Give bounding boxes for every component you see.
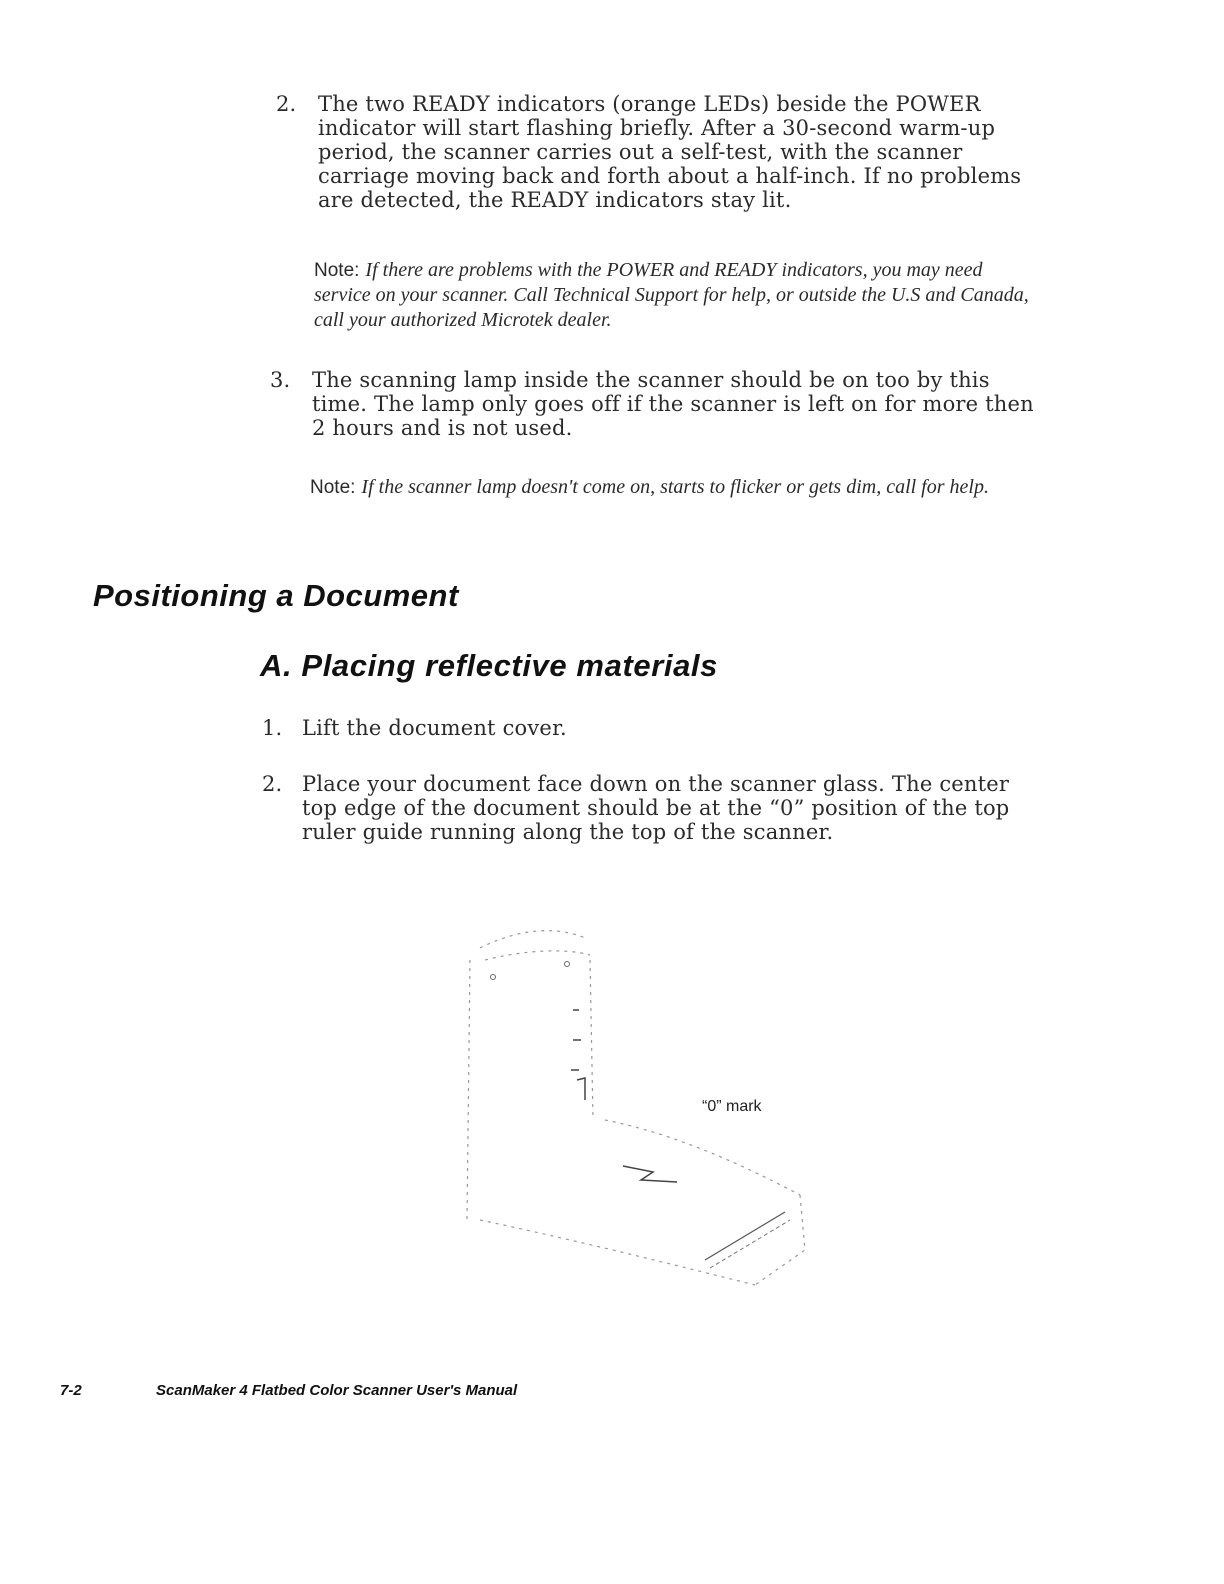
scanner-illustration [455,920,835,1310]
section-title: Positioning a Document [93,578,459,613]
note-text: If the scanner lamp doesn't come on, starts to flicker or gets dim, call for help. [361,476,989,498]
footer-page-number: 7-2 [60,1382,82,1399]
note-label: Note: [314,260,360,281]
zero-mark-callout: “0” mark [702,1098,762,1115]
step-2-number: 2. [276,92,297,116]
step-2-text: The two READY indicators (orange LEDs) beside the POWER indicator will start flashing briefly. After a 30-second warm-up period, the scanner carries out a self-test, with the scanner carriage moving back and forth about a half-inch. If no problems are detected, the READY indicators stay lit. [318,92,1022,212]
place-step-2-number: 2. [262,772,283,796]
subsection-title: A. Placing reflective materials [260,648,718,683]
note-power-ready [314,258,1036,333]
note-text: If there are problems with the POWER and READY indicators, you may need service on your scanner. Call Technical Support for help, or outside the U.S and Canada, call your authorized Microtek dealer. [314,259,1029,331]
place-step-1-text: Lift the document cover. [302,716,567,740]
step-3-text: The scanning lamp inside the scanner should be on too by this time. The lamp only goes off if the scanner is left on for more then 2 hours and is not used. [312,368,1034,440]
step-3-number: 3. [270,368,291,392]
place-step-1-number: 1. [262,716,283,740]
place-step-2-text: Place your document face down on the scanner glass. The center top edge of the document should be at the “0” position of the top ruler guide running along the top of the scanner. [302,772,1010,844]
note-label: Note: [310,477,356,498]
footer-title: ScanMaker 4 Flatbed Color Scanner User's Manual [156,1382,518,1399]
note-lamp [310,475,1032,500]
